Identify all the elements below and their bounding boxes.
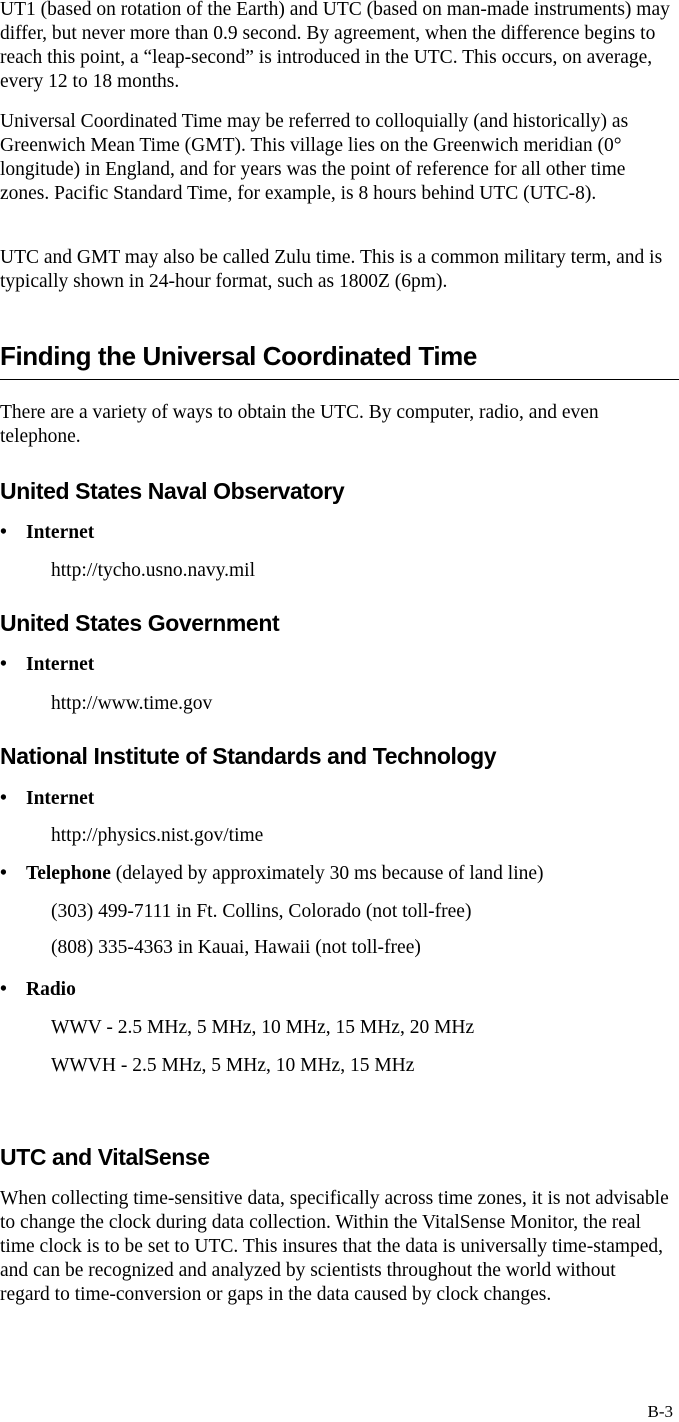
usgov-heading: United States Government xyxy=(0,610,280,636)
usgov-internet-label: Internet xyxy=(26,654,95,675)
vitalsense-paragraph: When collecting time-sensitive data, specifically across time zones, it is not advisable to change the clock during data collection. Within the VitalSense Monitor, the real time clock is to be set to UTC. This insures that the data is universally time-stamped, and can be recognized and analyzed by scientists throughout the world without regard to time-conversion or gaps in the data caused by clock changes. xyxy=(0,1188,669,1305)
nist-internet-label: Internet xyxy=(26,788,95,809)
nist-internet-url: http://physics.nist.gov/time xyxy=(51,825,264,846)
usno-internet-url: http://tycho.usno.navy.mil xyxy=(51,560,256,581)
page-number: B-3 xyxy=(647,1402,673,1421)
nist-telephone-bullet xyxy=(0,862,544,886)
bullet-marker: • xyxy=(0,788,7,809)
finding-utc-intro: There are a variety of ways to obtain the UTC. By computer, radio, and even telephone. xyxy=(0,402,599,447)
nist-radio-label: Radio xyxy=(26,979,76,1000)
usno-internet-bullet xyxy=(0,521,94,545)
finding-utc-heading: Finding the Universal Coordinated Time xyxy=(0,341,477,371)
nist-radio-wwvh: WWVH - 2.5 MHz, 5 MHz, 10 MHz, 15 MHz xyxy=(51,1055,415,1076)
usno-heading: United States Naval Observatory xyxy=(0,478,345,504)
nist-phone-colorado: (303) 499-7111 in Ft. Collins, Colorado (not toll-free) xyxy=(51,901,472,922)
zulu-time-paragraph: UTC and GMT may also be called Zulu time. This is a common military term, and is typically shown in 24-hour format, such as 1800Z (6pm). xyxy=(0,247,663,292)
bullet-marker: • xyxy=(0,654,7,675)
nist-telephone-label: Telephone xyxy=(26,863,111,884)
vitalsense-heading: UTC and VitalSense xyxy=(0,1144,210,1170)
heading-divider xyxy=(0,379,679,380)
leap-second-paragraph: UT1 (based on rotation of the Earth) and UTC (based on man-made instruments) may differ, but never more than 0.9 second. By agreement, when the difference begins to reach this point, a “leap-second” is introduced in the UTC. This occurs, on average, every 12 to 18 months. xyxy=(0,0,670,92)
nist-radio-bullet xyxy=(0,978,76,1002)
bullet-marker: • xyxy=(0,522,7,543)
bullet-marker: • xyxy=(0,979,7,1000)
gmt-paragraph: Universal Coordinated Time may be referred to colloquially (and historically) as Greenwich Mean Time (GMT). This village lies on the Greenwich meridian (0° longitude) in England, and for years was the point of reference for all other time zones. Pacific Standard Time, for example, is 8 hours behind UTC (UTC-8). xyxy=(0,111,629,204)
usgov-internet-url: http://www.time.gov xyxy=(51,693,213,714)
bullet-marker: • xyxy=(0,863,7,884)
nist-phone-hawaii: (808) 335-4363 in Kauai, Hawaii (not toll-free) xyxy=(51,937,421,958)
nist-heading: National Institute of Standards and Technology xyxy=(0,743,497,769)
nist-telephone-note: (delayed by approximately 30 ms because of land line) xyxy=(110,863,544,884)
nist-internet-bullet xyxy=(0,787,94,811)
nist-radio-wwv: WWV - 2.5 MHz, 5 MHz, 10 MHz, 15 MHz, 20 MHz xyxy=(51,1017,475,1038)
usgov-internet-bullet xyxy=(0,653,94,677)
usno-internet-label: Internet xyxy=(26,522,95,543)
